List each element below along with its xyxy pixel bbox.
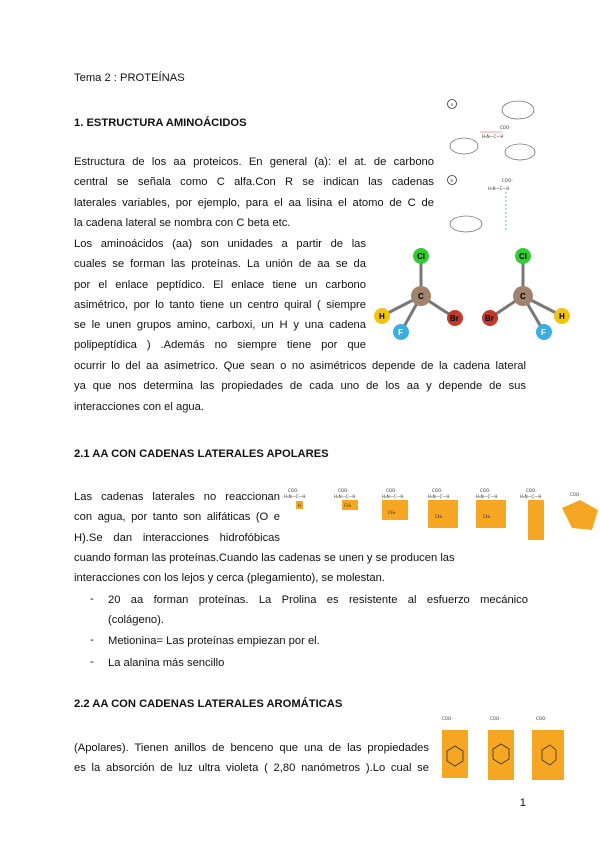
side-chain-box [488,730,514,780]
s1-p1-line: central se señala como C alfa.Con R se indican las cadenas [74,176,434,189]
section-2-2-heading: 2.2 AA CON CADENAS LATERALES AROMÁTICAS [74,698,343,710]
s1-p2-line: se le unen grupos amino, carboxi, un H y una cadena [74,319,366,332]
aa-methionine [520,488,544,540]
side-chain-label: CH₃ [388,510,396,515]
s1-p2-line: interacciones con el agua. [74,400,204,413]
aa-tyrosine [488,716,514,780]
apolar-amino-acids-figure [284,484,600,556]
aa-tryptophan [532,716,564,780]
bullet-item [108,590,528,631]
s22-line: (Apolares). Tienen anillos de benceno que una de las propiedades [74,742,429,754]
carboxyl-label: COO⁻ [432,488,444,493]
aa-glycine [284,488,305,509]
h-label: H [379,312,385,321]
carboxyl-label: COO⁻ [480,488,492,493]
c-label: C [520,292,526,301]
c-label: C [418,292,424,301]
speech-bubble [505,144,535,160]
s1-paragraph-2-full [74,356,526,417]
side-chain-label: CH₃ [344,503,352,508]
speech-bubble [502,101,534,119]
cl-label: Cl [519,252,527,261]
bullet-dash: - [90,634,94,646]
page-number: 1 [519,797,526,809]
carboxyl-label: COO⁻ [570,492,582,497]
amino-label: H₃N—C—H [476,494,498,499]
bullet-line: 20 aa forman proteínas. La Prolina es resistente al esfuerzo mecánico [108,594,528,606]
molecule-right [482,248,570,340]
s1-p2-line: cuales se forman las proteínas. La unión de aa se da [74,258,366,271]
amino-label: H₃N—C—H [520,494,542,499]
side-chain-label: CH₃ [435,514,443,519]
aa-valine [382,488,408,520]
aromatic-amino-acids-figure [434,712,568,786]
amino-label: H₃N—C—H [334,494,356,499]
carboxyl-label: COO⁻ [536,716,548,721]
s1-p2-line: polipeptídica ) .Además no siempre tiene por que [74,339,366,352]
aa-proline [562,492,598,530]
label-a: a [450,102,453,107]
section-2-1-heading: 2.1 AA CON CADENAS LATERALES APOLARES [74,448,329,460]
side-chain-label: CH₃ [483,514,491,519]
s22-line: es la absorción de luz ultra violeta ( 2,80 nanómetros ).Lo cual se [74,762,429,775]
s1-paragraph-1 [74,152,434,233]
side-chain-box [528,500,544,540]
aa-phenylalanine [442,716,468,778]
aa-alanine [334,488,358,510]
carboxyl-label: COO⁻ [386,488,398,493]
h-label: H [559,312,565,321]
bullet-dash: - [90,593,94,605]
carboxyl-label: COO⁻ [500,125,512,130]
side-chain-box [442,730,468,778]
br-label: Br [450,314,459,323]
amino-label: H₃N—C—H [488,186,510,191]
side-chain-box [532,730,564,780]
side-chain-box [428,500,458,528]
s22-paragraph [74,738,429,779]
bullet-line: Metionina= Las proteínas empiezan por el. [108,635,320,647]
aa-isoleucine [476,488,506,528]
s1-p2-line: Los aminoácidos (aa) son unidades a partir de las [74,238,366,250]
amino-label: H₃N—C—H [382,494,404,499]
carboxyl-label: COO⁻ [526,488,538,493]
side-chain-label: H [298,503,302,508]
bullet-item [108,653,528,673]
s1-p1-line: Estructura de los aa proteicos. En general (a): el at. de carbono [74,156,434,168]
bullet-line: La alanina más sencillo [108,657,225,669]
s1-p2-line: asimétrico, por lo tanto tiene un centro quiral ( siempre [74,298,366,311]
amino-label: H₃N—C—H [284,494,306,499]
s1-paragraph-2 [74,234,366,356]
carboxyl-label: COO⁻ [490,716,502,721]
chiral-molecules-figure [368,244,578,346]
s21-line: con agua, por tanto son alifáticas (O e [74,511,280,524]
bullet-dash: - [90,656,94,668]
amino-label: H₃N—C—H [482,134,504,139]
s1-p2-line: ya que nos determina las propiedades de cada uno de los aa y depende de sus [74,380,526,393]
bullet-line: (colágeno). [108,614,164,627]
s21-paragraph-narrow [74,487,280,548]
carboxyl-label: COO⁻ [288,488,300,493]
amino-label: H₃N—C—H [428,494,450,499]
s1-p1-line: laterales variables, por ejemplo, para el aa lisina el atomo de C de [74,196,434,209]
carboxyl-label: COO⁻ [442,716,454,721]
label-b: b [450,178,454,183]
s21-line: interacciones con los lejos y cerca (plegamiento), se molestan. [74,572,385,585]
s1-p2-line: por el enlace peptídico. El enlace tiene un carbono [74,278,366,291]
molecule-left [374,248,463,340]
amino-acid-structure-figure [440,96,536,236]
br-label: Br [485,314,494,323]
s21-line: cuando forman las proteínas.Cuando las cadenas se unen y se producen las [74,552,455,564]
speech-bubble [450,216,482,232]
side-chain-box [476,500,506,528]
s1-p1-line: la cadena lateral se nombra con C beta etc. [74,216,291,229]
speech-bubble [450,138,478,154]
bullet-item [108,631,528,651]
aa-leucine [428,488,458,528]
s1-p2-line: ocurrir lo del aa asimetrico. Que sean o no asimétricos depende de la cadena lateral [74,360,526,372]
section-1-heading: 1. ESTRUCTURA AMINOÁCIDOS [74,117,247,129]
f-label: F [541,328,546,337]
carboxyl-label: COO⁻ [338,488,350,493]
f-label: F [398,328,403,337]
s21-line: Las cadenas laterales no reaccionan [74,491,280,503]
s21-line: H).Se dan interacciones hidrofóbicas [74,531,280,544]
carboxyl-label: COO⁻ [502,178,514,183]
side-chain-box [562,500,598,530]
doc-title: Tema 2 : PROTEÍNAS [74,72,185,84]
cl-label: Cl [417,252,425,261]
